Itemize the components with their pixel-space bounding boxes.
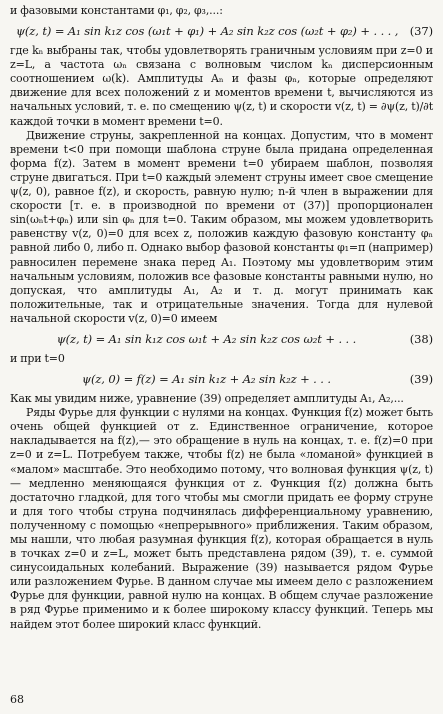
paragraph-fixed-string: Движение струны, закрепленной на концах. Допустим, что в момент времени t<0 при помощи шаблона струне была придана определенная форма f(z). Затем в момент времени t=0 убираем шаблон, позволяя струне двигаться. При t=0 каждый элемент струны имеет свое смещение ψ(z, 0), равное f(z), и скорость, равную нулю; n-й член в выражении для скорости [т. е. в производной по времени от (37)] пропорционален sin(ωₙt+φₙ) или sin φₙ для t=0. Таким образом, мы можем удовлетворить равенству v(z, 0)=0 для всех z, положив каждую фазовую константу φₙ равной либо 0, либо π. Однако выбор фазовой константы φ₁=π (например) равносилен перемене знака перед A₁. Поэтому мы удовлетворим этим начальным условиям, положив все фазовые константы равными нулю, но допуская, что амплитуды A₁, A₂ и т. д. могут принимать как положительные, так и отрицательные значения. Тогда для нулевой начальной скорости v(z, 0)=0 имеем	[10, 128, 433, 325]
equation-37-body: ψ(z, t) = A₁ sin k₁z cos (ω₁t + φ₁) + A₂ sin k₂z cos (ω₂t + φ₂) + . . . ,	[16, 24, 399, 39]
equation-39-number: (39)	[409, 372, 433, 387]
paragraph-fourier-series: Ряды Фурье для функции с нулями на концах. Функция f(z) может быть очень общей функцией от z. Единственное ограничение, которое накладывается на f(z),— это обращение в нуль на концах, т. е. f(z)=0 при z=0 и z=L. Потребуем также, чтобы f(z) не была «ломаной» функцией в «малом» масштабе. Это необходимо потому, что волновая функция ψ(z, t) — медленно меняющаяся функция от z. Функция f(z) должна быть достаточно гладкой, для того чтобы мы смогли придать ее форму струне и для того чтобы струна подчинялась дифференциальному уравнению, полученному с помощью «непрерывного» приближения. Таким образом, мы нашли, что любая разумная функция f(z), которая обращается в нуль в точках z=0 и z=L, может быть представлена рядом (39), т. е. суммой синусоидальных колебаний. Выражение (39) называется рядом Фурье или разложением Фурье. В данном случае мы имеем дело с разложением Фурье для функции, равной нулю на концах. В общем случае разложение в ряд Фурье применимо и к более широкому классу функций. Теперь мы найдем этот более широкий класс функций.	[10, 406, 433, 631]
paragraph-intro: и фазовыми константами φ₁, φ₂, φ₃,...:	[10, 4, 223, 17]
paragraph-amplitudes: Как мы увидим ниже, уравнение (39) определяет амплитуды A₁, A₂,...	[10, 392, 404, 406]
equation-37	[10, 23, 433, 39]
paragraph-boundary-conditions: где kₙ выбраны так, чтобы удовлетворять граничным условиям при z=0 и z=L, а частота ωₙ связана с волновым числом kₙ дисперсионным соотношением ω(k). Амплитуды Aₙ и фазы φₙ, которые определяют движение для всех положений z и моментов времени t, вычисляются из начальных условий, т. е. по смещению ψ(z, t) и скорости v(z, t) = ∂ψ(z, t)/∂t каждой точки в момент времени t=0.	[10, 44, 433, 128]
equation-38-body: ψ(z, t) = A₁ sin k₁z cos ω₁t + A₂ sin k₂z cos ω₂t + . . .	[56, 331, 357, 346]
paragraph-at-t0: и при t=0	[10, 351, 65, 365]
equation-38-number: (38)	[409, 331, 433, 346]
equation-38	[10, 331, 433, 347]
page-number: 68	[10, 693, 24, 706]
equation-39	[10, 371, 433, 387]
equation-39-body: ψ(z, 0) = f(z) = A₁ sin k₁z + A₂ sin k₂z + . . .	[82, 372, 331, 387]
equation-37-number: (37)	[409, 24, 433, 39]
